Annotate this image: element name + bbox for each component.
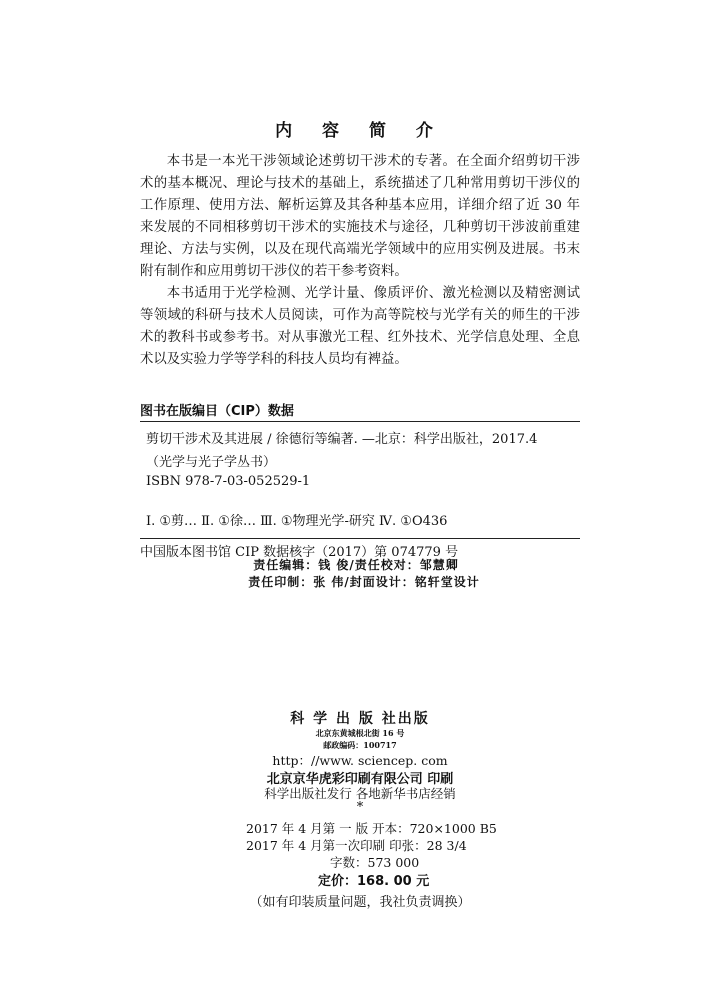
abstract-paragraph-2: 本书适用于光学检测、光学计量、像质评价、激光检测以及精密测试等领域的科研与技术人员阅读，可作为高等院校与光学有关的师生的干涉术的教科书或参考书。对从事激光工程、红外技术、光学信息处理、全息术以及实验力学等学科的科技人员均有裨益。	[140, 286, 580, 367]
cip-title-line: 剪切干涉术及其进展 / 徐德衍等编著. —北京：科学出版社，2017.4	[146, 432, 538, 447]
cip-number: 中国版本图书馆 CIP 数据核字（2017）第 074779 号	[140, 545, 459, 560]
edition-line: 2017 年 4 月第 一 版 开本：720×1000 B5	[246, 821, 497, 836]
cip-series-line: （光学与光子学丛书）	[146, 455, 277, 470]
distribution: 科学出版社发行 各地新华书店经销	[264, 786, 456, 801]
abstract-paragraph-1: 本书是一本光干涉领域论述剪切干涉术的专著。在全面介绍剪切干涉术的基本概况、理论与技术的基础上，系统描述了几种常用剪切干涉仪的工作原理、使用方法、解析运算及其各种基本应用，详细介绍了近 30 年来发展的不同相移剪切干涉术的实施技术与途径，几种剪切干涉波前重建理论、方法与实例，以及在现代高端光学领域中的应用实例及进展。书末附有制作和应用剪切干涉仪的若干参考资料。	[140, 154, 580, 279]
printing-line: 2017 年 4 月第一次印刷 印张：28 3/4	[246, 838, 467, 853]
publisher-address: 北京东黄城根北街 16 号	[315, 728, 405, 738]
word-count: 字数：573 000	[330, 855, 420, 870]
editors-line-2: 责任印制：张 伟/封面设计：铭轩堂设计	[248, 575, 480, 589]
cip-isbn-line: ISBN 978-7-03-052529-1	[146, 474, 311, 489]
cip-heading: 图书在版编目（CIP）数据	[140, 404, 294, 419]
editors-line-1: 责任编辑：钱 俊/责任校对：邹慧卿	[253, 558, 459, 572]
separator-star: *	[356, 800, 364, 815]
website: http：//www. sciencep. com	[272, 753, 448, 768]
abstract	[140, 151, 580, 371]
publisher: 科 学 出 版 社出版	[290, 711, 430, 727]
quality-notice: （如有印装质量问题，我社负责调换）	[249, 895, 471, 910]
postcode: 邮政编码：100717	[323, 740, 397, 750]
cip-classification-line: Ⅰ. ①剪… Ⅱ. ①徐… Ⅲ. ①物理光学-研究 Ⅳ. ①O436	[146, 514, 448, 529]
printer: 北京京华虎彩印刷有限公司 印刷	[266, 772, 454, 787]
price: 定价：168. 00 元	[318, 874, 430, 889]
page-title: 内 容 简 介	[275, 121, 445, 141]
cip-record	[140, 421, 580, 539]
